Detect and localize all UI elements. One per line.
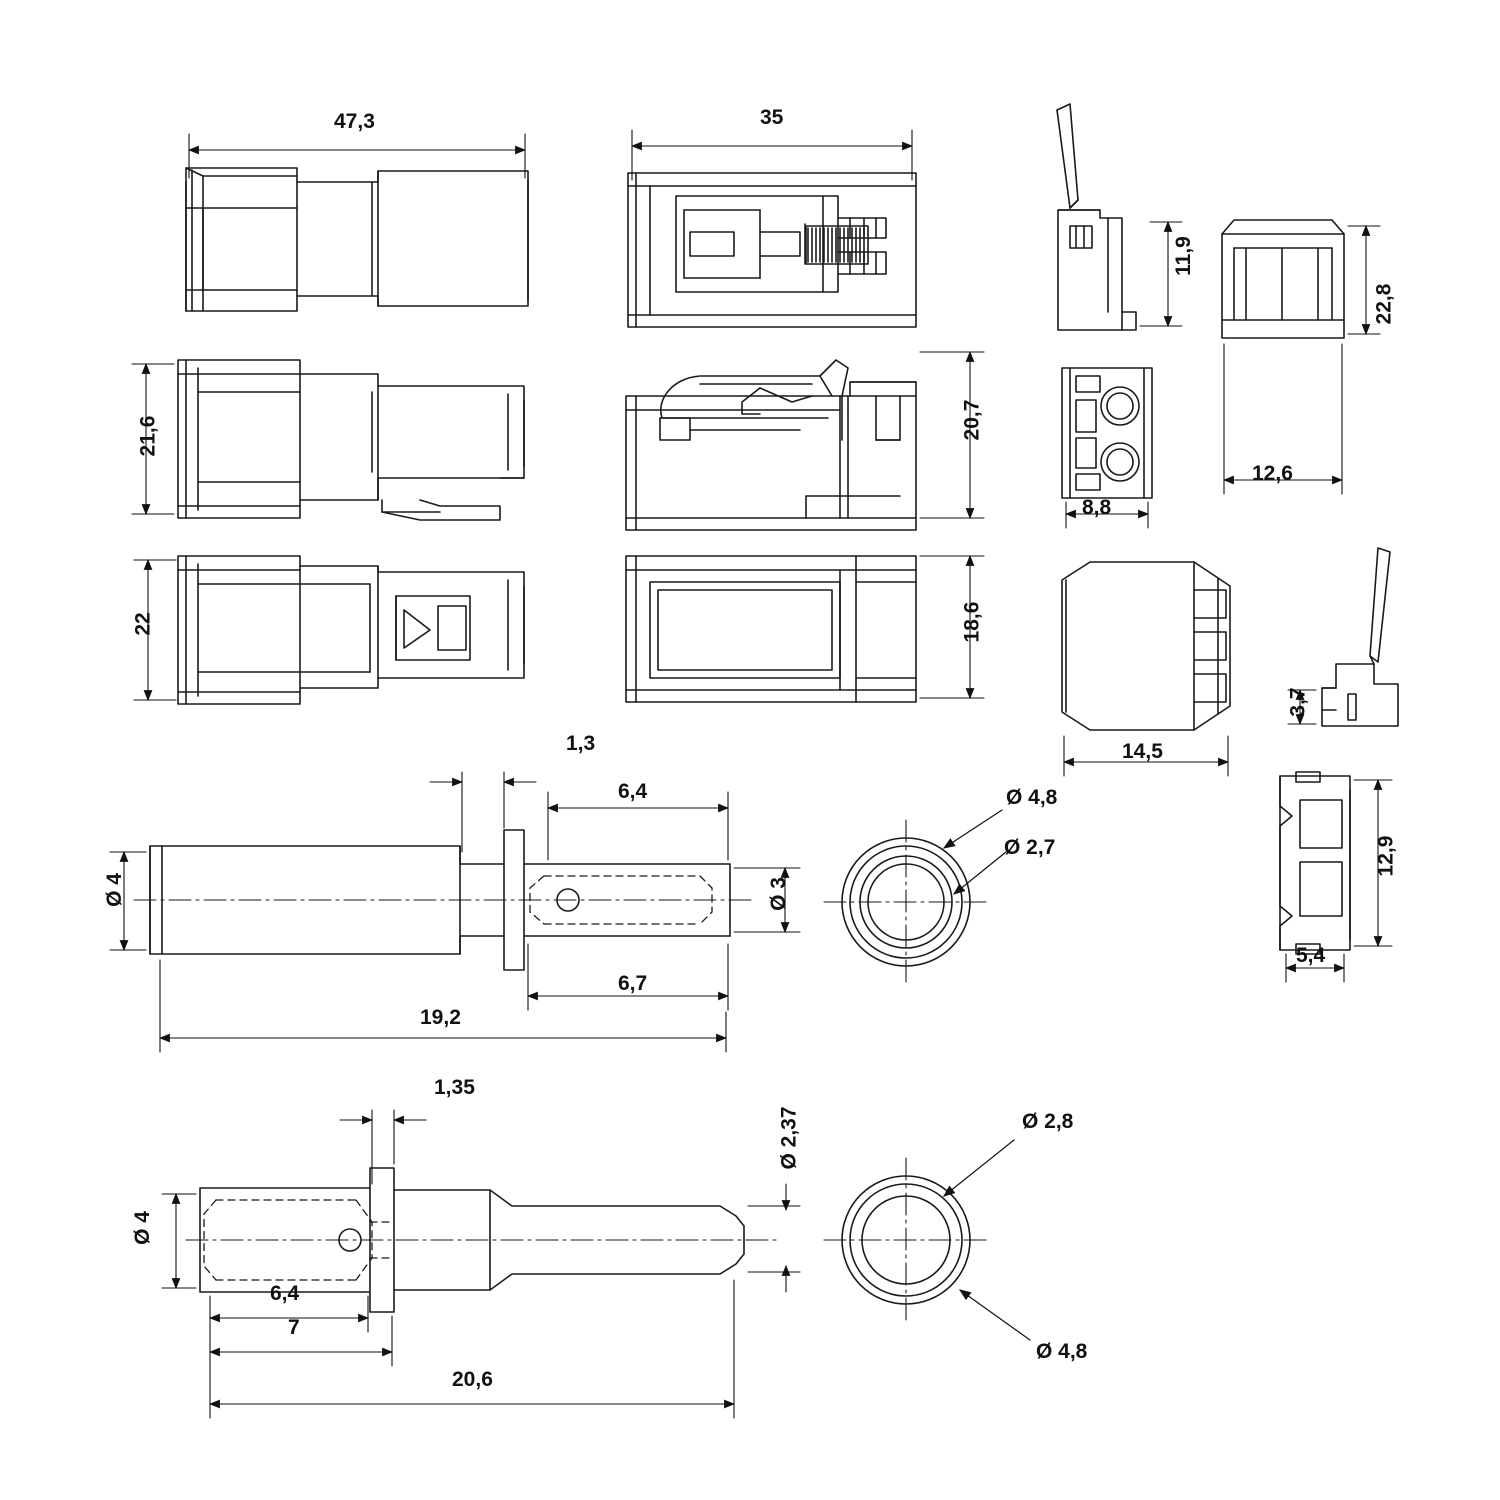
housing-section-view-geometry	[626, 360, 916, 530]
dim-label-14-5: 14,5	[1122, 740, 1163, 763]
dim-label-dia-3: Ø 3	[766, 877, 790, 911]
latch-detail-view-geometry	[1057, 104, 1136, 330]
housing-top-view-geometry	[186, 168, 528, 311]
dim-label-12-9: 12,9	[1374, 835, 1398, 877]
dim-label-6-4-bottom: 6,4	[270, 1282, 300, 1305]
dim-label-dia-2-8: Ø 2,8	[1022, 1110, 1074, 1133]
clip-view-geometry	[1322, 548, 1398, 726]
dim-label-35: 35	[760, 106, 784, 129]
bracket-view-geometry	[1280, 772, 1350, 954]
dim-label-1-35: 1,35	[434, 1076, 475, 1099]
dim-label-5-4: 5,4	[1296, 944, 1326, 967]
dim-label-47-3: 47,3	[334, 110, 375, 133]
dim-label-12-6: 12,6	[1252, 462, 1293, 485]
dim-label-8-8: 8,8	[1082, 496, 1112, 519]
dim-label-dia-4-top: Ø 4	[102, 873, 126, 907]
terminal-face-view-geometry	[1062, 368, 1152, 498]
dim-label-22-8: 22,8	[1372, 283, 1396, 325]
wedge-view-geometry	[1062, 562, 1230, 730]
dim-label-18-6: 18,6	[960, 601, 984, 643]
dim-label-dia-4-bottom: Ø 4	[130, 1211, 154, 1245]
housing-side-view-geometry	[178, 360, 524, 520]
dim-label-dia-2-37: Ø 2,37	[777, 1106, 801, 1170]
housing-bottom-view-geometry	[178, 556, 524, 704]
dim-label-19-2: 19,2	[420, 1006, 461, 1029]
dim-label-11-9: 11,9	[1171, 236, 1195, 276]
dim-label-21-6: 21,6	[136, 415, 160, 457]
dim-label-20-7: 20,7	[960, 399, 984, 441]
dim-label-6-4-top: 6,4	[618, 780, 648, 803]
housing-front-view-geometry	[628, 173, 916, 327]
dim-label-22: 22	[131, 612, 155, 636]
cap-view-geometry	[1222, 220, 1344, 338]
dim-label-dia-4-8-top: Ø 4,8	[1006, 786, 1058, 809]
dim-label-1-3: 1,3	[566, 732, 596, 755]
dim-label-3-7: 3,7	[1286, 687, 1310, 717]
dim-label-dia-2-7: Ø 2,7	[1004, 836, 1056, 859]
dim-label-6-7: 6,7	[618, 972, 648, 995]
dim-label-7: 7	[288, 1316, 300, 1339]
housing-rear-view-geometry	[626, 556, 916, 702]
dim-label-dia-4-8-bottom: Ø 4,8	[1036, 1340, 1088, 1363]
dim-label-20-6: 20,6	[452, 1368, 493, 1391]
